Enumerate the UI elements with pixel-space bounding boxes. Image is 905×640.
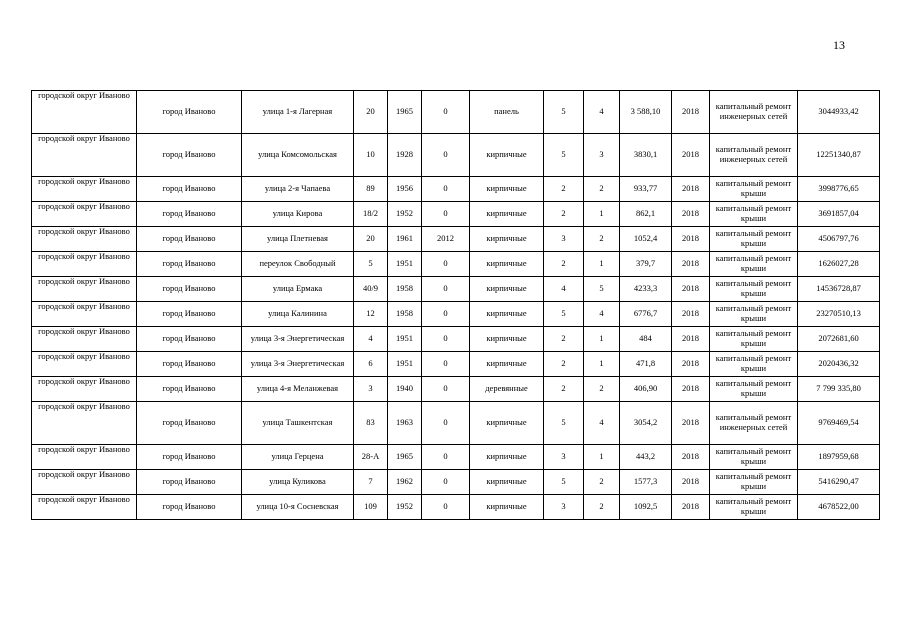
cell-street: улица Комсомольская xyxy=(242,134,354,177)
cell-floors: 2 xyxy=(544,202,584,227)
cell-year-built: 1965 xyxy=(388,445,422,470)
cell-work-type: капитальный ремонт крыши xyxy=(710,327,798,352)
cell-settlement: город Иваново xyxy=(137,302,242,327)
table-row xyxy=(32,377,880,402)
cell-cost: 7 799 335,80 xyxy=(798,377,880,402)
cell-year-overhaul: 2012 xyxy=(422,227,470,252)
cell-work-type: капитальный ремонт крыши xyxy=(710,377,798,402)
table-row xyxy=(32,495,880,520)
cell-year-overhaul: 0 xyxy=(422,91,470,134)
cell-total-area: 1577,3 xyxy=(620,470,672,495)
cell-floors: 5 xyxy=(544,470,584,495)
cell-year-built: 1952 xyxy=(388,495,422,520)
cell-settlement: город Иваново xyxy=(137,470,242,495)
cell-year-overhaul: 0 xyxy=(422,352,470,377)
cell-plan-year: 2018 xyxy=(672,177,710,202)
cell-municipality: городской округ Иваново xyxy=(32,302,137,327)
table-row xyxy=(32,177,880,202)
cell-year-overhaul: 0 xyxy=(422,495,470,520)
cell-house-number: 20 xyxy=(354,227,388,252)
cell-total-area: 6776,7 xyxy=(620,302,672,327)
cell-total-area: 471,8 xyxy=(620,352,672,377)
cell-floors: 5 xyxy=(544,91,584,134)
cell-plan-year: 2018 xyxy=(672,302,710,327)
cell-cost: 3691857,04 xyxy=(798,202,880,227)
cell-total-area: 1092,5 xyxy=(620,495,672,520)
cell-cost: 3044933,42 xyxy=(798,91,880,134)
cell-plan-year: 2018 xyxy=(672,377,710,402)
cell-plan-year: 2018 xyxy=(672,252,710,277)
cell-floors: 5 xyxy=(544,402,584,445)
cell-total-area: 443,2 xyxy=(620,445,672,470)
cell-entrances: 2 xyxy=(584,470,620,495)
cell-floors: 2 xyxy=(544,177,584,202)
cell-floors: 2 xyxy=(544,352,584,377)
cell-floors: 3 xyxy=(544,495,584,520)
cell-municipality: городской округ Иваново xyxy=(32,495,137,520)
cell-plan-year: 2018 xyxy=(672,91,710,134)
cell-year-built: 1965 xyxy=(388,91,422,134)
cell-entrances: 3 xyxy=(584,134,620,177)
cell-house-number: 5 xyxy=(354,252,388,277)
cell-municipality: городской округ Иваново xyxy=(32,134,137,177)
cell-municipality: городской округ Иваново xyxy=(32,377,137,402)
cell-entrances: 2 xyxy=(584,227,620,252)
cell-house-number: 12 xyxy=(354,302,388,327)
cell-total-area: 3830,1 xyxy=(620,134,672,177)
cell-street: улица 3-я Энергетическая xyxy=(242,327,354,352)
cell-plan-year: 2018 xyxy=(672,202,710,227)
cell-street: улица Герцена xyxy=(242,445,354,470)
cell-street: улица Плетневая xyxy=(242,227,354,252)
cell-year-built: 1961 xyxy=(388,227,422,252)
cell-year-built: 1956 xyxy=(388,177,422,202)
cell-floors: 2 xyxy=(544,327,584,352)
cell-plan-year: 2018 xyxy=(672,352,710,377)
table-row xyxy=(32,402,880,445)
cell-settlement: город Иваново xyxy=(137,277,242,302)
cell-year-built: 1928 xyxy=(388,134,422,177)
cell-year-built: 1951 xyxy=(388,252,422,277)
cell-work-type: капитальный ремонт крыши xyxy=(710,177,798,202)
cell-plan-year: 2018 xyxy=(672,470,710,495)
cell-year-overhaul: 0 xyxy=(422,277,470,302)
cell-settlement: город Иваново xyxy=(137,252,242,277)
cell-floors: 5 xyxy=(544,134,584,177)
cell-year-built: 1958 xyxy=(388,302,422,327)
cell-municipality: городской округ Иваново xyxy=(32,470,137,495)
cell-year-overhaul: 0 xyxy=(422,445,470,470)
cell-work-type: капитальный ремонт крыши xyxy=(710,227,798,252)
cell-municipality: городской округ Иваново xyxy=(32,252,137,277)
cell-plan-year: 2018 xyxy=(672,402,710,445)
cell-year-overhaul: 0 xyxy=(422,470,470,495)
cell-house-number: 20 xyxy=(354,91,388,134)
cell-year-overhaul: 0 xyxy=(422,402,470,445)
cell-settlement: город Иваново xyxy=(137,495,242,520)
cell-year-built: 1951 xyxy=(388,327,422,352)
cell-street: улица Калинина xyxy=(242,302,354,327)
cell-total-area: 3054,2 xyxy=(620,402,672,445)
cell-wall-material: кирпичные xyxy=(470,445,544,470)
cell-settlement: город Иваново xyxy=(137,177,242,202)
cell-total-area: 1052,4 xyxy=(620,227,672,252)
cell-street: улица Куликова xyxy=(242,470,354,495)
cell-house-number: 4 xyxy=(354,327,388,352)
cell-work-type: капитальный ремонт крыши xyxy=(710,495,798,520)
cell-house-number: 3 xyxy=(354,377,388,402)
cell-floors: 5 xyxy=(544,302,584,327)
table-row xyxy=(32,302,880,327)
table-row xyxy=(32,202,880,227)
cell-entrances: 1 xyxy=(584,202,620,227)
table-row xyxy=(32,277,880,302)
cell-wall-material: кирпичные xyxy=(470,202,544,227)
cell-house-number: 6 xyxy=(354,352,388,377)
table-row xyxy=(32,91,880,134)
cell-entrances: 4 xyxy=(584,91,620,134)
cell-year-overhaul: 0 xyxy=(422,177,470,202)
cell-entrances: 1 xyxy=(584,327,620,352)
cell-year-overhaul: 0 xyxy=(422,377,470,402)
cell-entrances: 2 xyxy=(584,495,620,520)
cell-work-type: капитальный ремонт инженерных сетей xyxy=(710,402,798,445)
table-row xyxy=(32,445,880,470)
cell-house-number: 109 xyxy=(354,495,388,520)
cell-work-type: капитальный ремонт крыши xyxy=(710,352,798,377)
cell-house-number: 83 xyxy=(354,402,388,445)
cell-year-overhaul: 0 xyxy=(422,202,470,227)
housing-repair-table xyxy=(31,90,880,520)
cell-year-built: 1951 xyxy=(388,352,422,377)
cell-wall-material: кирпичные xyxy=(470,495,544,520)
cell-municipality: городской округ Иваново xyxy=(32,402,137,445)
cell-house-number: 18/2 xyxy=(354,202,388,227)
cell-municipality: городской округ Иваново xyxy=(32,91,137,134)
cell-plan-year: 2018 xyxy=(672,445,710,470)
cell-work-type: капитальный ремонт инженерных сетей xyxy=(710,91,798,134)
cell-settlement: город Иваново xyxy=(137,134,242,177)
cell-cost: 12251340,87 xyxy=(798,134,880,177)
cell-settlement: город Иваново xyxy=(137,227,242,252)
cell-total-area: 862,1 xyxy=(620,202,672,227)
cell-total-area: 406,90 xyxy=(620,377,672,402)
cell-cost: 1897959,68 xyxy=(798,445,880,470)
cell-work-type: капитальный ремонт крыши xyxy=(710,277,798,302)
cell-wall-material: деревянные xyxy=(470,377,544,402)
cell-wall-material: кирпичные xyxy=(470,277,544,302)
cell-total-area: 933,77 xyxy=(620,177,672,202)
cell-plan-year: 2018 xyxy=(672,327,710,352)
cell-house-number: 7 xyxy=(354,470,388,495)
cell-plan-year: 2018 xyxy=(672,277,710,302)
cell-cost: 5416290,47 xyxy=(798,470,880,495)
cell-wall-material: кирпичные xyxy=(470,252,544,277)
cell-cost: 2072681,60 xyxy=(798,327,880,352)
cell-wall-material: кирпичные xyxy=(470,134,544,177)
cell-total-area: 3 588,10 xyxy=(620,91,672,134)
cell-total-area: 484 xyxy=(620,327,672,352)
cell-municipality: городской округ Иваново xyxy=(32,177,137,202)
cell-municipality: городской округ Иваново xyxy=(32,227,137,252)
cell-street: переулок Свободный xyxy=(242,252,354,277)
cell-cost: 4506797,76 xyxy=(798,227,880,252)
table-row xyxy=(32,227,880,252)
cell-street: улица Ташкентская xyxy=(242,402,354,445)
cell-floors: 4 xyxy=(544,277,584,302)
cell-year-built: 1963 xyxy=(388,402,422,445)
cell-settlement: город Иваново xyxy=(137,352,242,377)
cell-year-overhaul: 0 xyxy=(422,134,470,177)
cell-cost: 4678522,00 xyxy=(798,495,880,520)
table-body xyxy=(32,91,880,520)
cell-plan-year: 2018 xyxy=(672,227,710,252)
page-number: 13 xyxy=(833,38,845,52)
cell-year-built: 1952 xyxy=(388,202,422,227)
cell-municipality: городской округ Иваново xyxy=(32,352,137,377)
cell-settlement: город Иваново xyxy=(137,202,242,227)
cell-work-type: капитальный ремонт крыши xyxy=(710,445,798,470)
cell-total-area: 379,7 xyxy=(620,252,672,277)
cell-wall-material: кирпичные xyxy=(470,302,544,327)
cell-floors: 3 xyxy=(544,227,584,252)
cell-house-number: 89 xyxy=(354,177,388,202)
table-row xyxy=(32,470,880,495)
cell-street: улица 4-я Меланжевая xyxy=(242,377,354,402)
cell-year-overhaul: 0 xyxy=(422,252,470,277)
cell-floors: 3 xyxy=(544,445,584,470)
table-row xyxy=(32,327,880,352)
cell-entrances: 4 xyxy=(584,402,620,445)
cell-entrances: 1 xyxy=(584,352,620,377)
cell-cost: 2020436,32 xyxy=(798,352,880,377)
cell-wall-material: панель xyxy=(470,91,544,134)
cell-cost: 9769469,54 xyxy=(798,402,880,445)
cell-wall-material: кирпичные xyxy=(470,352,544,377)
cell-house-number: 10 xyxy=(354,134,388,177)
cell-work-type: капитальный ремонт крыши xyxy=(710,252,798,277)
cell-cost: 14536728,87 xyxy=(798,277,880,302)
cell-total-area: 4233,3 xyxy=(620,277,672,302)
cell-settlement: город Иваново xyxy=(137,377,242,402)
cell-wall-material: кирпичные xyxy=(470,402,544,445)
cell-settlement: город Иваново xyxy=(137,91,242,134)
cell-settlement: город Иваново xyxy=(137,445,242,470)
cell-settlement: город Иваново xyxy=(137,327,242,352)
cell-entrances: 1 xyxy=(584,252,620,277)
cell-year-overhaul: 0 xyxy=(422,302,470,327)
cell-street: улица Кирова xyxy=(242,202,354,227)
cell-municipality: городской округ Иваново xyxy=(32,202,137,227)
cell-wall-material: кирпичные xyxy=(470,470,544,495)
cell-year-built: 1958 xyxy=(388,277,422,302)
cell-entrances: 1 xyxy=(584,445,620,470)
cell-house-number: 28-А xyxy=(354,445,388,470)
cell-cost: 1626027,28 xyxy=(798,252,880,277)
cell-wall-material: кирпичные xyxy=(470,227,544,252)
cell-entrances: 2 xyxy=(584,177,620,202)
cell-municipality: городской округ Иваново xyxy=(32,327,137,352)
cell-plan-year: 2018 xyxy=(672,134,710,177)
cell-municipality: городской округ Иваново xyxy=(32,445,137,470)
cell-work-type: капитальный ремонт инженерных сетей xyxy=(710,134,798,177)
cell-street: улица 2-я Чапаева xyxy=(242,177,354,202)
cell-floors: 2 xyxy=(544,252,584,277)
cell-plan-year: 2018 xyxy=(672,495,710,520)
cell-house-number: 40/9 xyxy=(354,277,388,302)
cell-work-type: капитальный ремонт крыши xyxy=(710,202,798,227)
cell-year-built: 1962 xyxy=(388,470,422,495)
cell-year-overhaul: 0 xyxy=(422,327,470,352)
cell-settlement: город Иваново xyxy=(137,402,242,445)
cell-street: улица 1-я Лагерная xyxy=(242,91,354,134)
cell-cost: 3998776,65 xyxy=(798,177,880,202)
table-row xyxy=(32,352,880,377)
cell-work-type: капитальный ремонт крыши xyxy=(710,470,798,495)
cell-entrances: 5 xyxy=(584,277,620,302)
cell-street: улица 3-я Энергетическая xyxy=(242,352,354,377)
cell-wall-material: кирпичные xyxy=(470,327,544,352)
cell-floors: 2 xyxy=(544,377,584,402)
cell-street: улица 10-я Сосневская xyxy=(242,495,354,520)
cell-cost: 23270510,13 xyxy=(798,302,880,327)
cell-street: улица Ермака xyxy=(242,277,354,302)
table-row xyxy=(32,252,880,277)
cell-year-built: 1940 xyxy=(388,377,422,402)
cell-entrances: 2 xyxy=(584,377,620,402)
cell-entrances: 4 xyxy=(584,302,620,327)
table-row xyxy=(32,134,880,177)
cell-work-type: капитальный ремонт крыши xyxy=(710,302,798,327)
cell-wall-material: кирпичные xyxy=(470,177,544,202)
cell-municipality: городской округ Иваново xyxy=(32,277,137,302)
